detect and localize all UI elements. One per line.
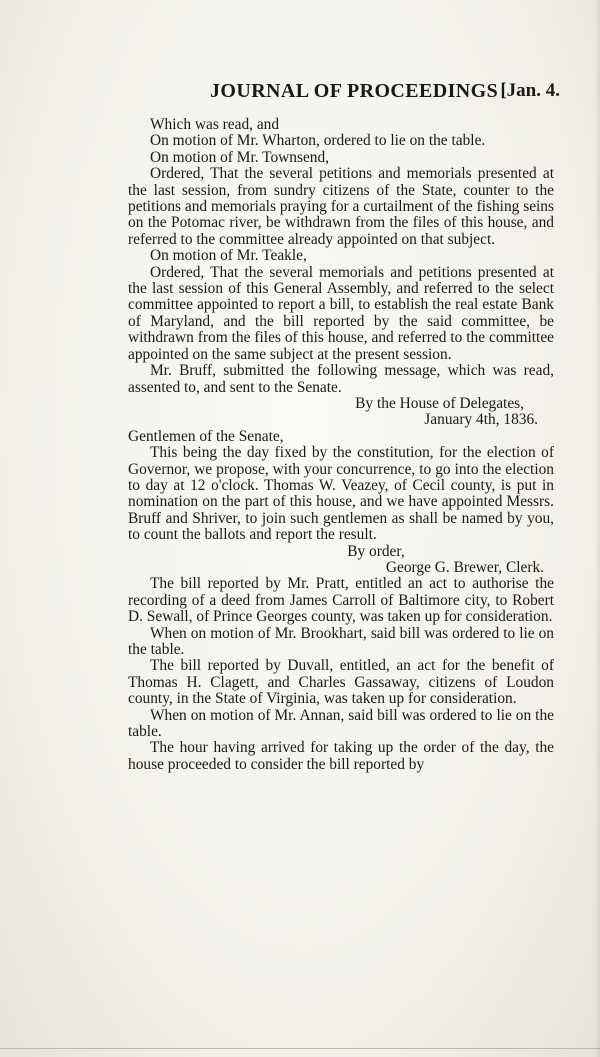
- journal-paragraph: The bill reported by Duvall, entitled, an act for the benefit of Thomas H. Clagett, and Charles Gassaway, citizens of Loudon county, in the State of Virginia, was taken up for consideration.: [128, 657, 554, 708]
- journal-paragraph: Ordered, That the several memorials and petitions presented at the last session of this General Assembly, and referred to the select committee appointed to report a bill, to establish the real estate Bank of Maryland, and the bill reported by the said committee, be withdrawn from the files of this house, and referred to the committee appointed on the same subject at the present session.: [128, 263, 554, 363]
- header-date: [Jan. 4.: [500, 80, 560, 101]
- page-edge-shadow: [594, 0, 600, 1057]
- page-bottom-edge: [0, 1048, 600, 1049]
- journal-paragraph: When on motion of Mr. Brookhart, said bill was ordered to lie on the table.: [128, 624, 554, 658]
- journal-paragraph: Mr. Bruff, submitted the following message, which was read, assented to, and sent to the Senate.: [128, 362, 554, 396]
- journal-paragraph: George G. Brewer, Clerk.: [385, 558, 544, 576]
- journal-body: [128, 117, 554, 773]
- journal-paragraph: This being the day fixed by the constitution, for the election of Governor, we propose, with your concurrence, to go into the election to day at 12 o'clock. Thomas W. Veazey, of Cecil county, is put in nomination on the part of this house, and we have appointed Messrs. Bruff and Shriver, to join such gentlemen as shall be named by you, to count the ballots and report the result.: [128, 444, 554, 544]
- journal-paragraph: The hour having arrived for taking up the order of the day, the house proceeded to consider the bill reported by: [128, 739, 554, 773]
- journal-paragraph: Gentlemen of the Senate,: [128, 427, 284, 445]
- journal-paragraph: By order,: [347, 542, 405, 560]
- journal-paragraph: Which was read, and: [150, 116, 280, 133]
- journal-paragraph: The bill reported by Mr. Pratt, entitled an act to authorise the recording of a deed from James Carroll of Baltimore city, to Robert D. Sewall, of Prince Georges county, was taken up for consideration.: [128, 575, 554, 626]
- journal-paragraph: By the House of Delegates,: [355, 394, 524, 412]
- running-header: [150, 80, 560, 108]
- journal-paragraph: On motion of Mr. Teakle,: [150, 247, 307, 265]
- journal-paragraph: On motion of Mr. Wharton, ordered to lie on the table.: [150, 132, 486, 150]
- journal-title: JOURNAL OF PROCEEDINGS: [210, 80, 499, 102]
- journal-paragraph: When on motion of Mr. Annan, said bill was ordered to lie on the table.: [128, 706, 554, 741]
- journal-paragraph: Ordered, That the several petitions and memorials presented at the last session, from sundry citizens of the State, counter to the petitions and memorials praying for a curtailment of the fishing seins on the Potomac river, be withdrawn from the files of this house, and referred to the committee already appointed on that subject.: [128, 165, 554, 248]
- journal-paragraph: January 4th, 1836.: [424, 411, 538, 429]
- journal-paragraph: On motion of Mr. Townsend,: [150, 148, 330, 166]
